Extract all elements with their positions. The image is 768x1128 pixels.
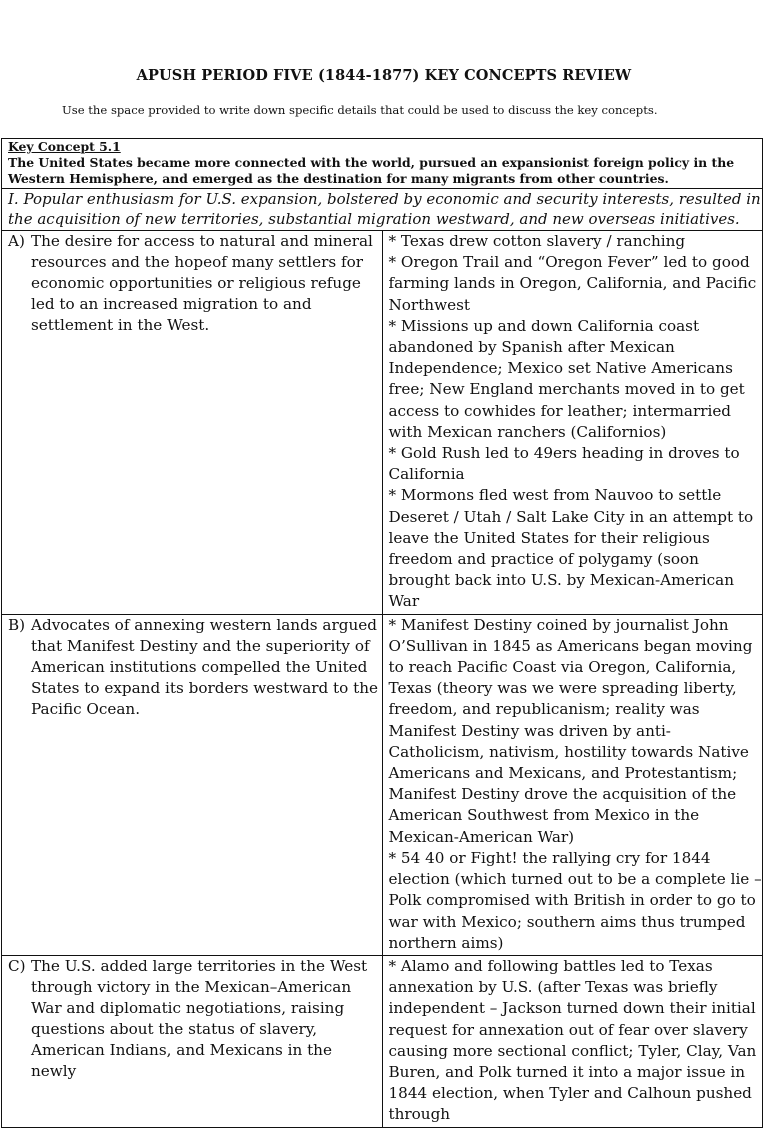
- details-cell[interactable]: [382, 231, 763, 615]
- detail-item: * Oregon Trail and “Oregon Fever” led to good farming lands in Oregon, California, and Pacific Northwest: [388, 253, 757, 314]
- detail-item: * Gold Rush led to 49ers heading in droves to California: [388, 444, 740, 484]
- concept-letter: A): [8, 232, 25, 250]
- key-concepts-table: [1, 138, 763, 1128]
- concept-text[interactable]: The desire for access to natural and mineral resources and the hopeof many settlers for economic opportunities or religious refuge led to an increased migration to and settlement in the West.: [31, 232, 373, 334]
- detail-item: * Texas drew cotton slavery / ranching: [388, 232, 686, 250]
- detail-item: * 54 40 or Fight! the rallying cry for 1844 election (which turned out to be a complete lie – Polk compromised with British in order to go to war with Mexico; southern aims thus trumped northern aims): [388, 848, 762, 952]
- concept-letter: C): [8, 956, 26, 975]
- details-cell[interactable]: [382, 955, 763, 1127]
- table-row: [2, 955, 763, 1127]
- detail-item: * Missions up and down California coast abandoned by Spanish after Mexican Independence; Mexico set Native Americans free; New England merchants moved in to get access to cowhides for leather; intermarried with Mexican ranchers (Californios): [388, 316, 745, 441]
- concept-text[interactable]: The U.S. added large territories in the West through victory in the Mexican–American War and diplomatic negotiations, raising questions about the status of slavery, American Indians, and Mexicans in the newly: [31, 956, 368, 1080]
- key-concept-header: [2, 139, 763, 189]
- table-row: [2, 614, 763, 955]
- detail-item: * Alamo and following battles led to Texas annexation by U.S. (after Texas was briefly independent – Jackson turned down their initial request for annexation out of fear over slavery causing more sectional conflict; Tyler, Clay, Van Buren, and Polk turned it into a major issue in 1844 election, when Tyler and Calhoun pushed through: [388, 956, 757, 1124]
- key-concept-label: Key Concept 5.1: [8, 139, 121, 154]
- table-row: [2, 231, 763, 615]
- theme-statement: I. Popular enthusiasm for U.S. expansion, bolstered by economic and security interests, resulted in the acquisition of new territories, substantial migration westward, and new overseas initiatives.: [2, 189, 763, 231]
- details-cell[interactable]: [382, 614, 763, 955]
- instructions: Use the space provided to write down specific details that could be used to discuss the key concepts.: [62, 103, 658, 117]
- concept-cell: [2, 955, 383, 1127]
- page-title: APUSH PERIOD FIVE (1844-1877) KEY CONCEPTS REVIEW: [136, 67, 632, 84]
- concept-cell: [2, 614, 383, 955]
- detail-item: * Mormons fled west from Nauvoo to settle Deseret / Utah / Salt Lake City in an attempt to leave the United States for their religious freedom and practice of polygamy (soon brought back into U.S. by Mexican-American War: [388, 486, 754, 611]
- key-concept-description: The United States became more connected with the world, pursued an expansionist foreign policy in the Western Hemisphere, and emerged as the destination for many migrants from other countries.: [8, 155, 735, 186]
- detail-item: * Manifest Destiny coined by journalist John O’Sullivan in 1845 as Americans began moving to reach Pacific Coast via Oregon, California, Texas (theory was we were spreading liberty, freedom, and republicanism; reality was Manifest Destiny was driven by anti-Catholicism, nativism, hostility towards Native Americans and Mexicans, and Protestantism; Manifest Destiny drove the acquisition of the American Southwest from Mexico in the Mexican-American War): [388, 615, 753, 846]
- concept-letter: B): [8, 615, 26, 634]
- concept-cell: [2, 231, 383, 615]
- concept-text[interactable]: Advocates of annexing western lands argued that Manifest Destiny and the superiority of American institutions compelled the United States to expand its borders westward to the Pacific Ocean.: [31, 615, 379, 718]
